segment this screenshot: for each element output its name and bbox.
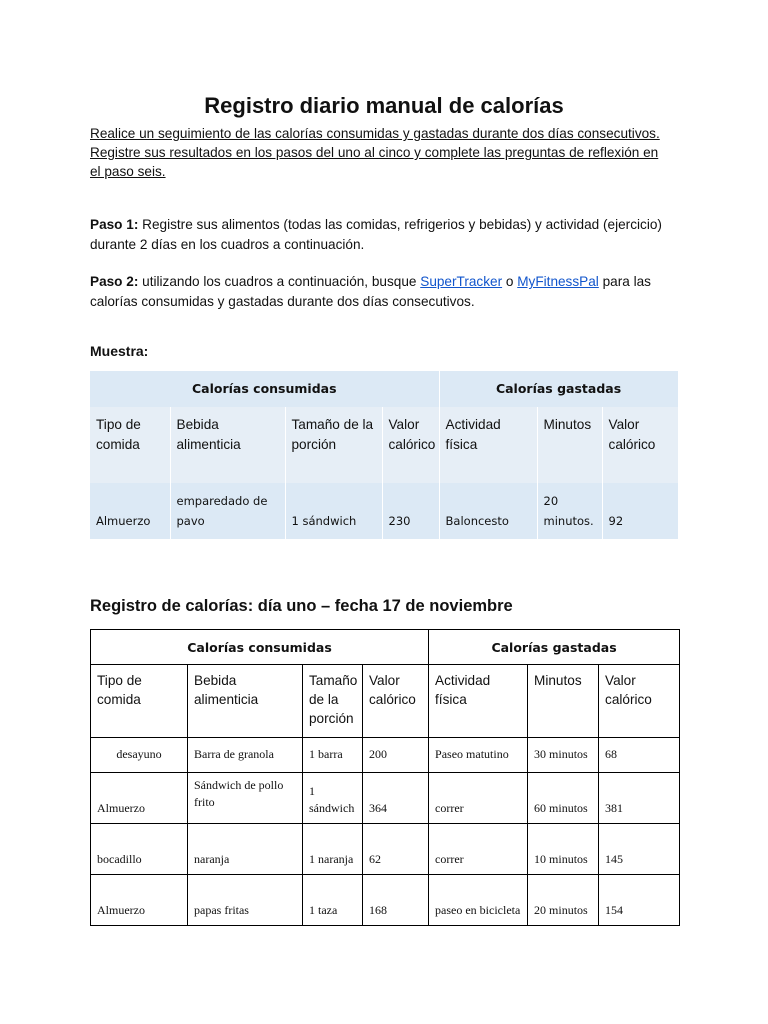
- table-cell: emparedado de pavo: [170, 483, 285, 539]
- supertracker-link[interactable]: SuperTracker: [420, 274, 503, 289]
- step-2-text-after: para las calorías consumidas y gastadas durante dos días consecutivos.: [90, 274, 651, 309]
- day-header-cell: Tamaño de la porción: [303, 665, 363, 738]
- table-cell: 168: [363, 875, 429, 926]
- table-cell: naranja: [188, 824, 303, 875]
- sample-header-cell: Minutos: [537, 407, 602, 483]
- day-header-cell: Valor calórico: [363, 665, 429, 738]
- table-cell: 200: [363, 738, 429, 773]
- table-cell: desayuno: [91, 738, 188, 773]
- day-header-cell: Tipo de comida: [91, 665, 188, 738]
- table-cell: Baloncesto: [439, 483, 537, 539]
- sample-header-cell: Tipo de comida: [90, 407, 170, 483]
- sample-header-cell: Tamaño de la porción: [285, 407, 382, 483]
- table-cell: 20 minutos.: [537, 483, 602, 539]
- table-cell: 30 minutos: [528, 738, 599, 773]
- step-1-text: Registre sus alimentos (todas las comidas, refrigerios y bebidas) y actividad (ejercicio) durante 2 días en los cuadros a continuación.: [90, 217, 662, 252]
- table-cell: 62: [363, 824, 429, 875]
- table-cell: Barra de granola: [188, 738, 303, 773]
- table-row: [91, 824, 680, 875]
- day-header-cell: Actividad física: [429, 665, 528, 738]
- table-row: [91, 773, 680, 824]
- table-cell: 1 sándwich: [285, 483, 382, 539]
- table-cell: 1 naranja: [303, 824, 363, 875]
- table-cell: bocadillo: [91, 824, 188, 875]
- sample-header-cell: Valor calórico: [382, 407, 439, 483]
- table-cell: 381: [599, 773, 680, 824]
- table-cell: correr: [429, 824, 528, 875]
- table-cell: 364: [363, 773, 429, 824]
- table-cell: 60 minutos: [528, 773, 599, 824]
- step-2-text-before: utilizando los cuadros a continuación, busque: [138, 274, 421, 289]
- sample-group-burned: Calorías gastadas: [439, 371, 678, 407]
- table-cell: 230: [382, 483, 439, 539]
- table-cell: 10 minutos: [528, 824, 599, 875]
- intro-line-1: Realice un seguimiento de las calorías consumidas y gastadas durante dos días consecutivos.: [90, 126, 660, 141]
- table-row: [91, 875, 680, 926]
- table-cell: Sándwich de pollo frito: [188, 773, 303, 824]
- table-cell: 145: [599, 824, 680, 875]
- myfitnesspal-link[interactable]: MyFitnessPal: [517, 274, 599, 289]
- sample-heading: Muestra:: [90, 343, 149, 359]
- step-2-text-between: o: [502, 274, 518, 289]
- intro-line-3: el paso seis.: [90, 164, 166, 179]
- table-cell: Almuerzo: [90, 483, 170, 539]
- table-cell: 1 taza: [303, 875, 363, 926]
- step-2-paragraph: [90, 272, 690, 312]
- sample-table: [90, 371, 679, 539]
- step-1-label: Paso 1:: [90, 217, 139, 232]
- table-cell: Almuerzo: [91, 875, 188, 926]
- table-cell: 154: [599, 875, 680, 926]
- table-cell: paseo en bicicleta: [429, 875, 528, 926]
- day-header-cell: Minutos: [528, 665, 599, 738]
- table-cell: 68: [599, 738, 680, 773]
- sample-group-consumed: Calorías consumidas: [90, 371, 439, 407]
- page-title: Registro diario manual de calorías: [204, 93, 564, 118]
- sample-header-cell: Valor calórico: [602, 407, 678, 483]
- table-cell: 20 minutos: [528, 875, 599, 926]
- sample-header-cell: Bebida alimenticia: [170, 407, 285, 483]
- intro-paragraph: [90, 124, 680, 181]
- day-header-cell: Valor calórico: [599, 665, 680, 738]
- table-row: [91, 738, 680, 773]
- table-cell: papas fritas: [188, 875, 303, 926]
- day-one-table: [90, 629, 680, 926]
- intro-line-2: Registre sus resultados en los pasos del uno al cinco y complete las preguntas de reflexión en: [90, 145, 659, 160]
- table-cell: Paseo matutino: [429, 738, 528, 773]
- day-header-cell: Bebida alimenticia: [188, 665, 303, 738]
- table-cell: 92: [602, 483, 678, 539]
- step-2-label: Paso 2:: [90, 274, 139, 289]
- sample-table-row: [90, 483, 678, 539]
- table-cell: 1 sándwich: [303, 773, 363, 824]
- day-group-burned: Calorías gastadas: [429, 630, 680, 665]
- table-cell: Almuerzo: [91, 773, 188, 824]
- table-cell: 1 barra: [303, 738, 363, 773]
- sample-header-cell: Actividad física: [439, 407, 537, 483]
- day-group-consumed: Calorías consumidas: [91, 630, 429, 665]
- step-1-paragraph: [90, 215, 690, 255]
- table-cell: correr: [429, 773, 528, 824]
- day-one-heading: Registro de calorías: día uno – fecha 17 de noviembre: [90, 597, 513, 615]
